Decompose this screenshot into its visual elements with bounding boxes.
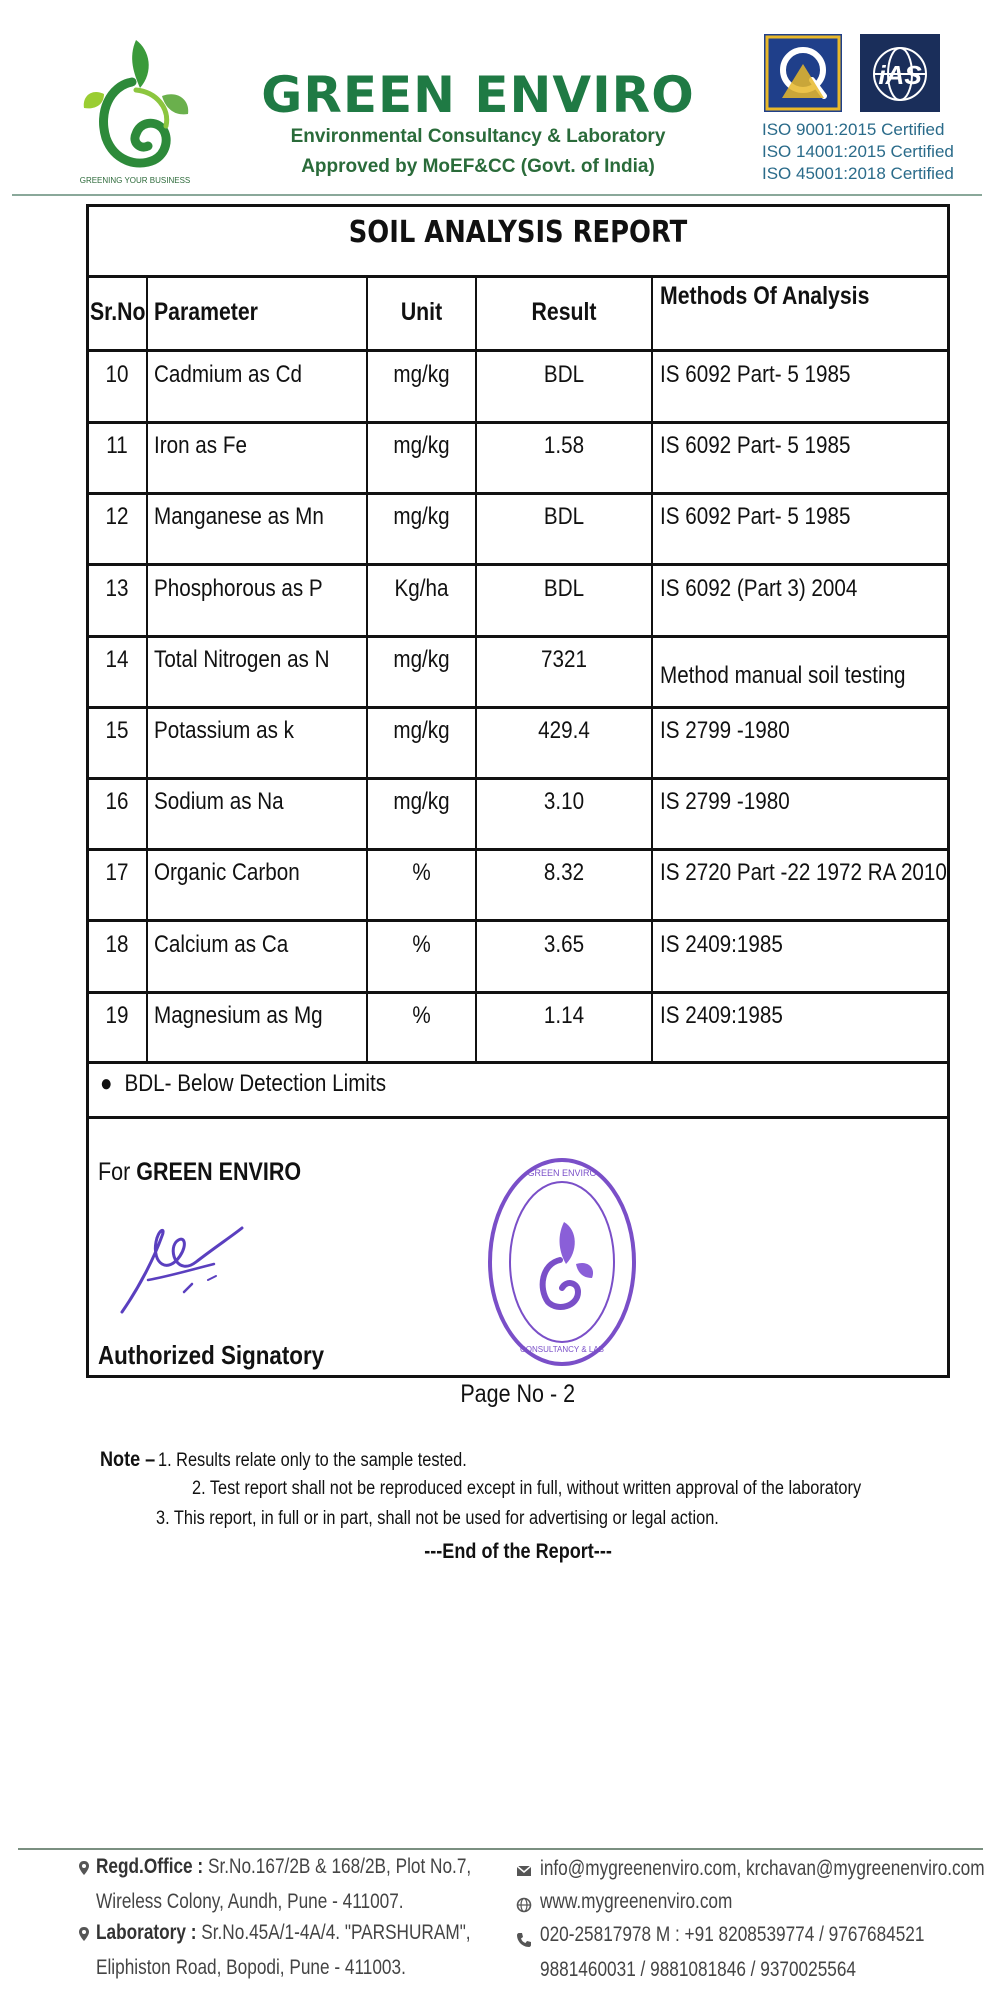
- column-header-result: Result: [531, 298, 597, 326]
- iso-certification: ISO 9001:2015 Certified: [762, 120, 945, 139]
- row-parameter: Organic Carbon: [154, 859, 300, 886]
- row-result: 1.14: [543, 1002, 585, 1029]
- regd-office-line2: Wireless Colony, Aundh, Pune - 411007.: [96, 1890, 404, 1913]
- note-item: 2. Test report shall not be reproduced except in full, without written approval of the laboratory: [192, 1478, 862, 1499]
- ias-logo-text: iAS: [878, 60, 922, 90]
- table-column-rule: [475, 276, 477, 1062]
- approval-line: Approved by MoEF&CC (Govt. of India): [301, 156, 655, 177]
- row-method: IS 2409:1985: [660, 1002, 783, 1029]
- location-pin-icon: [76, 1926, 92, 1942]
- row-unit: Kg/ha: [394, 575, 449, 602]
- table-column-rule: [651, 276, 653, 1062]
- svg-text:CONSULTANCY & LAB: CONSULTANCY & LAB: [519, 1345, 605, 1354]
- row-method: IS 2799 -1980: [660, 717, 790, 744]
- regd-office-line1: [96, 1855, 554, 1879]
- row-srno: 17: [105, 859, 129, 886]
- bdl-note-text: BDL- Below Detection Limits: [124, 1070, 387, 1097]
- for-prefix: For: [98, 1158, 137, 1186]
- table-rule: [86, 1116, 950, 1119]
- column-header-unit: Unit: [400, 298, 443, 326]
- globe-icon: [516, 1897, 532, 1913]
- row-result: 3.10: [543, 788, 585, 815]
- header-divider: [12, 194, 982, 196]
- table-rule: [86, 492, 950, 495]
- row-unit: %: [412, 859, 431, 886]
- column-header-srno: Sr.No: [90, 298, 146, 326]
- laboratory-address: Sr.No.45A/1-4A/4. "PARSHURAM",: [201, 1921, 471, 1944]
- end-of-report: ---End of the Report---: [424, 1540, 612, 1563]
- website-link[interactable]: www.mygreenenviro.com: [540, 1890, 733, 1913]
- row-result: 7321: [541, 646, 587, 673]
- note-item: 1. Results relate only to the sample tested.: [158, 1450, 467, 1471]
- row-method: IS 6092 Part- 5 1985: [660, 503, 851, 530]
- row-srno: 14: [105, 646, 129, 673]
- phone-numbers-line2: 9881460031 / 9881081846 / 9370025564: [540, 1958, 857, 1981]
- row-result: BDL: [543, 361, 585, 388]
- row-parameter: Sodium as Na: [154, 788, 284, 815]
- note-item: 3. This report, in full or in part, shall not be used for advertising or legal action.: [156, 1508, 719, 1529]
- row-method: Method manual soil testing: [660, 662, 906, 689]
- row-result: 429.4: [538, 717, 590, 744]
- company-name: GREEN ENVIRO: [261, 66, 695, 124]
- row-srno: 18: [105, 931, 129, 958]
- row-unit: %: [412, 931, 431, 958]
- table-rule: [86, 777, 950, 780]
- row-result: 1.58: [543, 432, 585, 459]
- row-parameter: Potassium as k: [154, 717, 294, 744]
- column-header-parameter: Parameter: [154, 298, 258, 326]
- row-parameter: Iron as Fe: [154, 432, 247, 459]
- table-rule: [86, 563, 950, 566]
- regd-office-address: Sr.No.167/2B & 168/2B, Plot No.7,: [207, 1855, 472, 1878]
- row-unit: mg/kg: [393, 646, 450, 673]
- table-rule: [86, 919, 950, 922]
- footer-divider: [18, 1848, 983, 1850]
- laboratory-line1: [96, 1921, 553, 1945]
- row-result: BDL: [543, 575, 585, 602]
- row-srno: 13: [105, 575, 129, 602]
- row-unit: mg/kg: [393, 717, 450, 744]
- report-title: SOIL ANALYSIS REPORT: [348, 215, 688, 250]
- email-icon: [516, 1863, 532, 1879]
- table-column-rule: [366, 276, 368, 1062]
- page-number: Page No - 2: [460, 1380, 576, 1408]
- row-srno: 12: [105, 503, 129, 530]
- row-srno: 16: [105, 788, 129, 815]
- iso-certification: ISO 14001:2015 Certified: [762, 142, 954, 161]
- ias-accreditation-logo: [860, 34, 940, 112]
- row-srno: 10: [105, 361, 129, 388]
- row-srno: 11: [106, 432, 128, 459]
- column-header-method: Methods Of Analysis: [660, 282, 870, 310]
- company-subtitle: Environmental Consultancy & Laboratory: [290, 126, 666, 147]
- for-company-name: GREEN ENVIRO: [136, 1158, 302, 1186]
- row-parameter: Manganese as Mn: [154, 503, 324, 530]
- row-method: IS 6092 Part- 5 1985: [660, 432, 851, 459]
- table-rule: [86, 1061, 950, 1064]
- row-parameter: Magnesium as Mg: [154, 1002, 323, 1029]
- row-srno: 19: [105, 1002, 129, 1029]
- table-rule: [86, 635, 950, 638]
- green-enviro-logo: [70, 30, 200, 190]
- row-parameter: Calcium as Ca: [154, 931, 289, 958]
- note-label: Note –: [100, 1448, 156, 1471]
- row-unit: mg/kg: [393, 432, 450, 459]
- row-method: IS 2720 Part -22 1972 RA 2010: [660, 859, 947, 886]
- table-rule: [86, 275, 950, 278]
- row-unit: mg/kg: [393, 788, 450, 815]
- row-parameter: Phosphorous as P: [154, 575, 323, 602]
- table-rule: [86, 991, 950, 994]
- regd-office-label: Regd.Office :: [96, 1855, 204, 1878]
- row-unit: mg/kg: [393, 361, 450, 388]
- table-rule: [86, 848, 950, 851]
- laboratory-line2: Eliphiston Road, Bopodi, Pune - 411003.: [96, 1956, 406, 1979]
- signature: [110, 1200, 250, 1330]
- row-parameter: Cadmium as Cd: [154, 361, 302, 388]
- logo-caption: GREENING YOUR BUSINESS: [79, 176, 191, 185]
- authorized-signatory: Authorized Signatory: [98, 1340, 325, 1370]
- row-result: BDL: [543, 503, 585, 530]
- for-company-label: [98, 1158, 334, 1187]
- contact-email[interactable]: info@mygreenenviro.com, krchavan@mygreenenviro.com: [540, 1857, 985, 1880]
- row-method: IS 6092 Part- 5 1985: [660, 361, 851, 388]
- row-parameter: Total Nitrogen as N: [154, 646, 330, 673]
- svg-text:GREEN ENVIRO: GREEN ENVIRO: [527, 1168, 597, 1178]
- table-rule: [86, 421, 950, 424]
- quality-cert-logo: [764, 34, 842, 112]
- location-pin-icon: [76, 1860, 92, 1876]
- phone-numbers-line1: 020-25817978 M : +91 8208539774 / 9767684521: [540, 1923, 925, 1946]
- row-unit: %: [412, 1002, 431, 1029]
- bullet-icon: ●: [100, 1070, 113, 1097]
- company-seal-stamp: [486, 1156, 638, 1368]
- bdl-note: [100, 1070, 433, 1098]
- row-method: IS 2409:1985: [660, 931, 783, 958]
- row-srno: 15: [105, 717, 129, 744]
- row-result: 8.32: [543, 859, 585, 886]
- row-method: IS 6092 (Part 3) 2004: [660, 575, 858, 602]
- table-rule: [86, 706, 950, 709]
- table-column-rule: [146, 276, 148, 1062]
- iso-certification: ISO 45001:2018 Certified: [762, 164, 954, 183]
- row-result: 3.65: [543, 931, 585, 958]
- table-rule: [86, 349, 950, 352]
- laboratory-label: Laboratory :: [96, 1921, 197, 1944]
- row-method: IS 2799 -1980: [660, 788, 790, 815]
- row-unit: mg/kg: [393, 503, 450, 530]
- phone-icon: [516, 1932, 532, 1948]
